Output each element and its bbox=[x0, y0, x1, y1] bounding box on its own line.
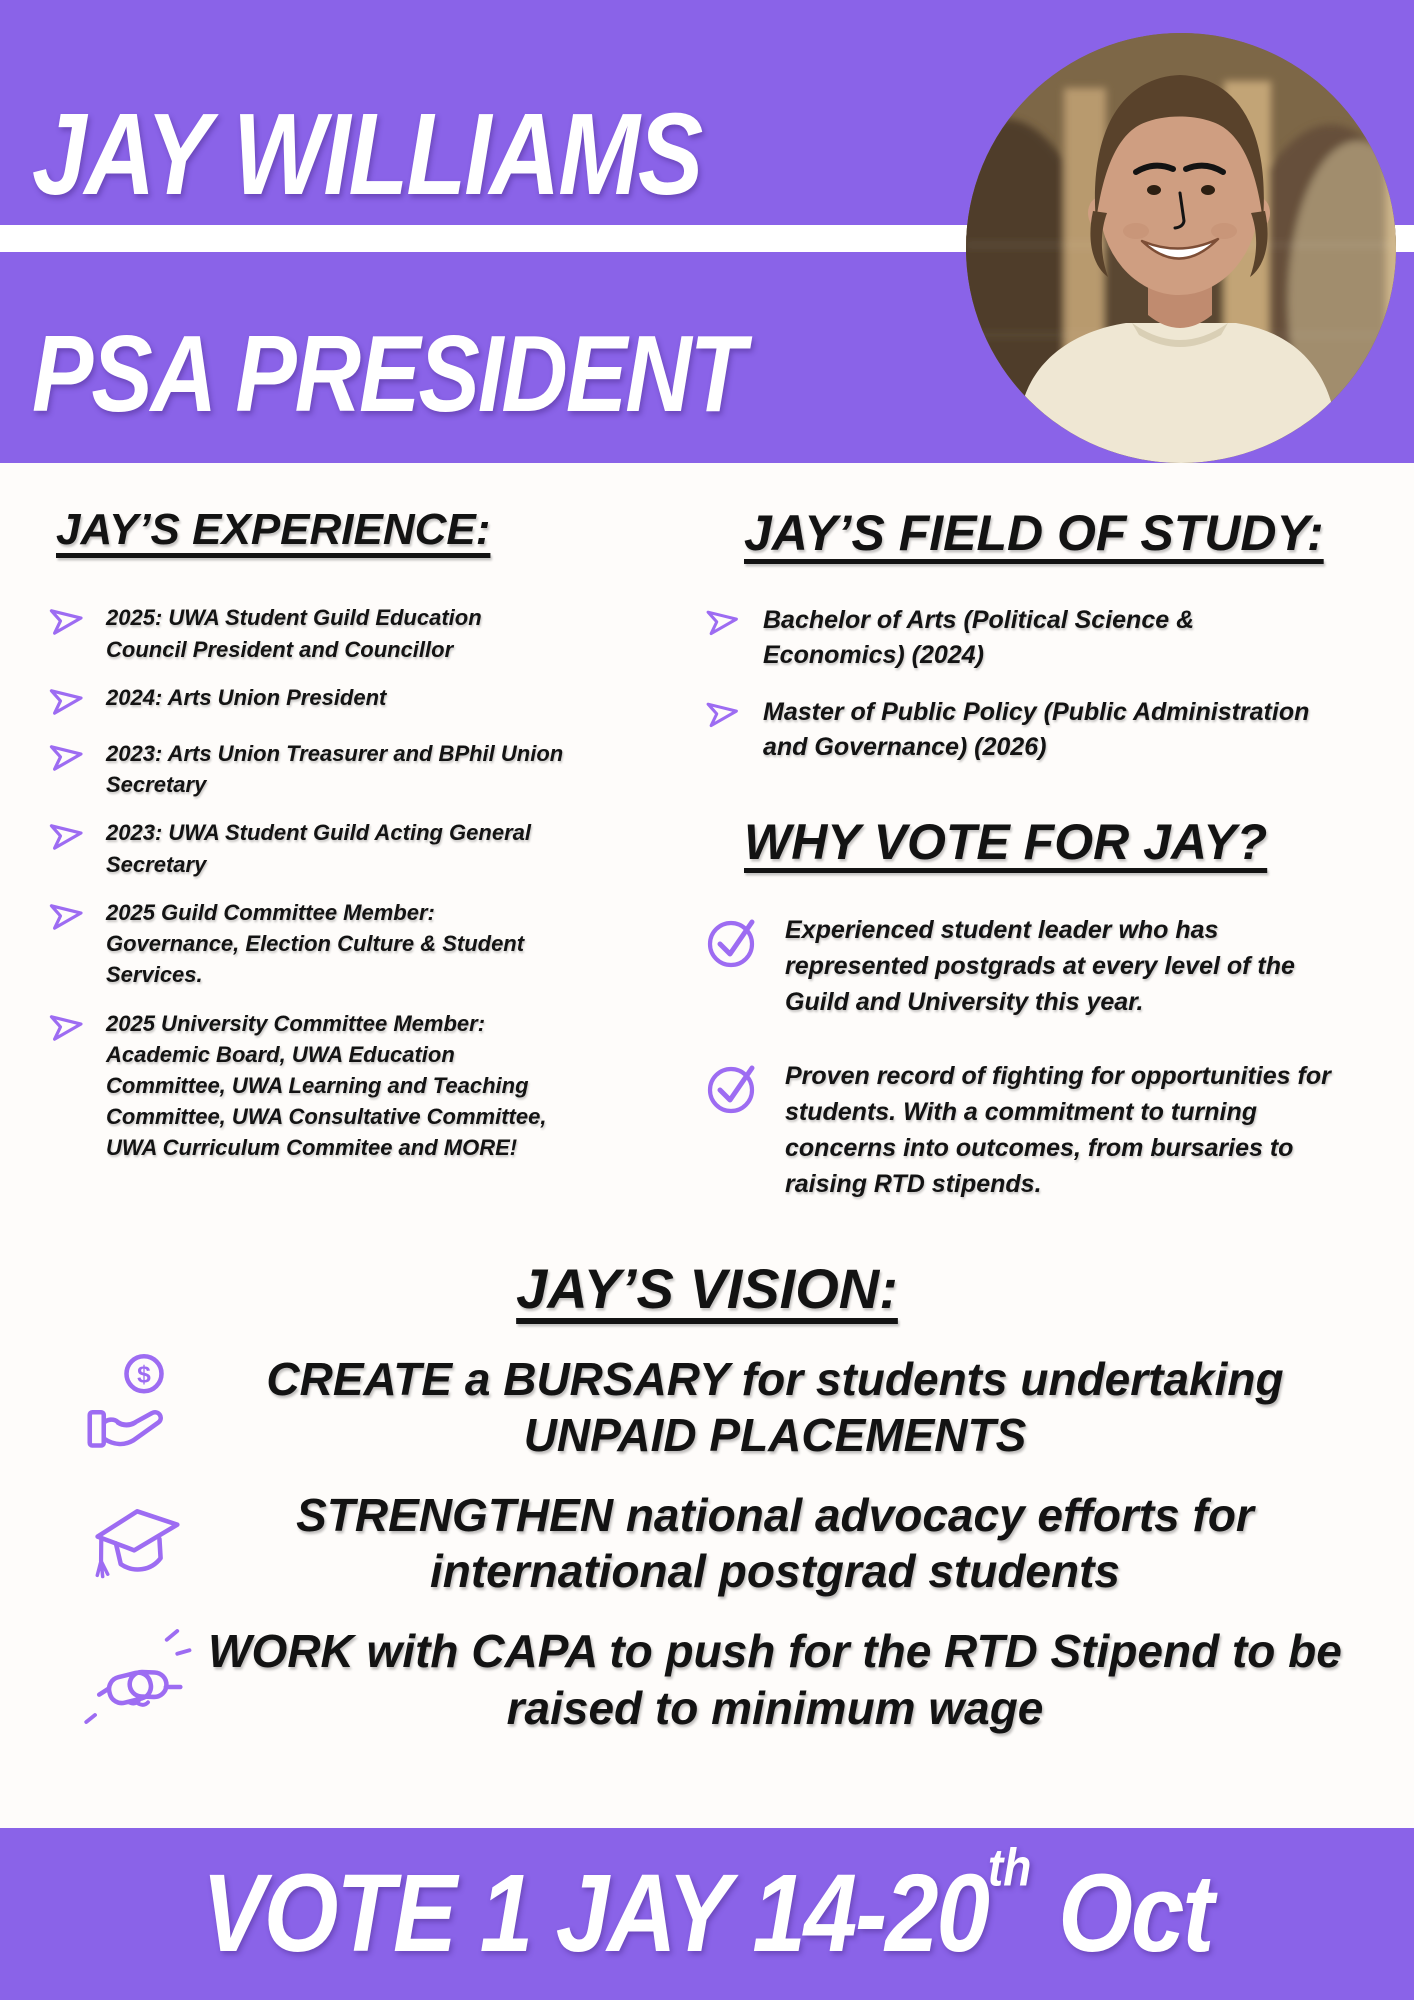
field-of-study-section bbox=[705, 506, 1365, 1202]
field-of-study-item-text: Bachelor of Arts (Political Science & Economics) (2024) bbox=[763, 606, 1195, 669]
vision-heading: JAY’S VISION: bbox=[516, 1257, 898, 1320]
role-title: PSA PRESIDENT bbox=[32, 314, 744, 435]
why-vote-item bbox=[705, 1058, 1365, 1202]
experience-item-text: 2025 Guild Committee Member: Governance, Election Culture & Student Services. bbox=[106, 899, 525, 988]
footer-band bbox=[0, 1828, 1414, 2000]
candidate-photo bbox=[966, 33, 1396, 463]
experience-item-text: 2025 University Committee Member: Academic Board, UWA Education Committee, UWA Learning and Teaching Committee, UWA Consultative Committee, UWA Curriculum Commitee and MORE! bbox=[106, 1010, 547, 1161]
arrow-bullet-icon bbox=[48, 604, 86, 641]
field-of-study-item bbox=[705, 695, 1365, 765]
experience-list bbox=[48, 602, 588, 1163]
vision-item-text: STRENGTHEN national advocacy efforts for international postgrad students bbox=[296, 1489, 1254, 1598]
experience-item bbox=[48, 602, 588, 664]
candidate-name: JAY WILLIAMS bbox=[32, 88, 702, 219]
experience-item bbox=[48, 738, 588, 800]
experience-item bbox=[48, 682, 588, 721]
handshake-icon bbox=[78, 1624, 196, 1736]
field-of-study-heading: JAY’S FIELD OF STUDY: bbox=[744, 505, 1324, 561]
vision-item-text: CREATE a BURSARY for students undertaking UNPAID PLACEMENTS bbox=[266, 1353, 1284, 1462]
field-of-study-item-text: Master of Public Policy (Public Administration and Governance) (2026) bbox=[763, 698, 1310, 761]
money-hand-icon bbox=[78, 1351, 196, 1463]
vision-item bbox=[0, 1487, 1414, 1599]
vision-item bbox=[0, 1351, 1414, 1463]
experience-item bbox=[48, 817, 588, 879]
arrow-bullet-icon bbox=[48, 684, 86, 721]
experience-item-text: 2023: UWA Student Guild Acting General Secretary bbox=[106, 820, 531, 877]
vote-cta-month: Oct bbox=[1058, 1851, 1213, 1975]
experience-item bbox=[48, 1008, 588, 1164]
why-vote-item-text: Experienced student leader who has represented postgrads at every level of the Guild and University this year. bbox=[785, 916, 1295, 1016]
why-vote-heading: WHY VOTE FOR JAY? bbox=[744, 814, 1268, 870]
field-of-study-list bbox=[705, 603, 1365, 765]
field-of-study-item bbox=[705, 603, 1365, 673]
arrow-bullet-icon bbox=[705, 605, 741, 642]
experience-item-text: 2025: UWA Student Guild Education Council President and Councillor bbox=[106, 605, 482, 662]
why-vote-item-text: Proven record of fighting for opportunities for students. With a commitment to turning concerns into outcomes, from bursaries to raising RTD stipends. bbox=[785, 1062, 1331, 1198]
svg-text:$: $ bbox=[137, 1361, 151, 1389]
arrow-bullet-icon bbox=[705, 697, 741, 734]
graduation-cap-icon bbox=[78, 1487, 196, 1599]
experience-section bbox=[48, 506, 588, 1164]
check-circle-icon bbox=[705, 912, 763, 975]
vote-cta-superscript: th bbox=[987, 1837, 1032, 1897]
arrow-bullet-icon bbox=[48, 899, 86, 936]
experience-heading: JAY’S EXPERIENCE: bbox=[56, 505, 491, 554]
check-circle-icon bbox=[705, 1058, 763, 1121]
vote-cta-text: VOTE 1 JAY 14-20 bbox=[201, 1851, 988, 1975]
arrow-bullet-icon bbox=[48, 740, 86, 777]
vision-item-text: WORK with CAPA to push for the RTD Stipend to be raised to minimum wage bbox=[208, 1625, 1342, 1734]
why-vote-item bbox=[705, 912, 1365, 1020]
vision-item bbox=[0, 1623, 1414, 1735]
experience-item bbox=[48, 897, 588, 991]
experience-item-text: 2023: Arts Union Treasurer and BPhil Union Secretary bbox=[106, 740, 564, 798]
vote-cta bbox=[201, 1837, 1213, 1978]
vision-section bbox=[0, 1256, 1414, 1760]
experience-item-text: 2024: Arts Union President bbox=[106, 684, 387, 710]
why-vote-list bbox=[705, 912, 1365, 1202]
arrow-bullet-icon bbox=[48, 819, 86, 856]
arrow-bullet-icon bbox=[48, 1010, 86, 1047]
